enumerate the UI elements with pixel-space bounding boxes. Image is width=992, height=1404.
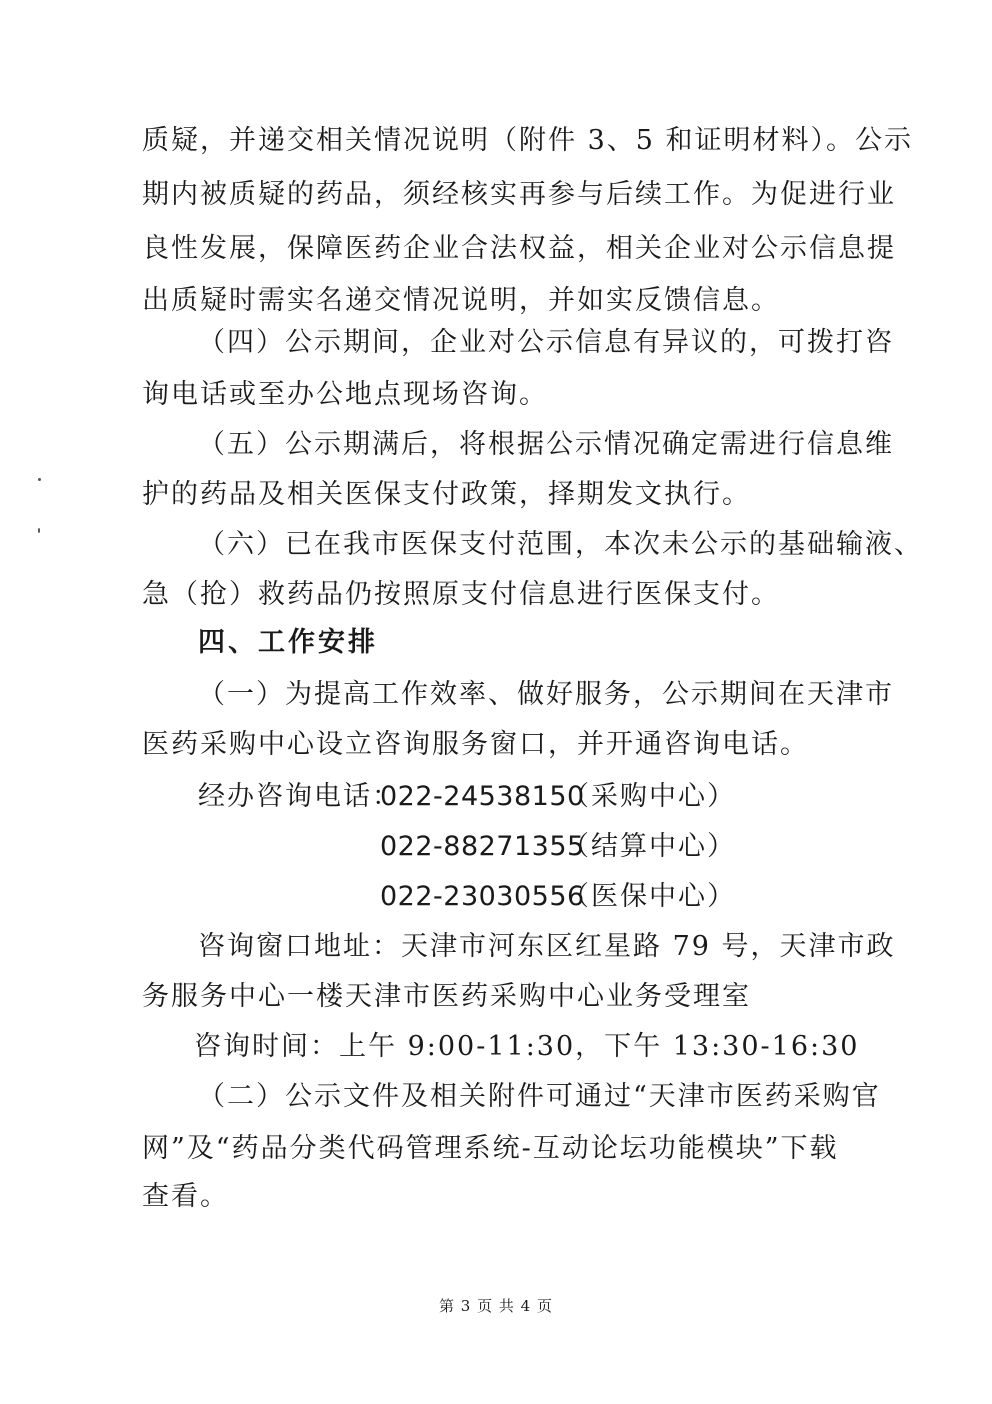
text-line: 质疑，并递交相关情况说明（附件 3、5 和证明材料）。公示 — [142, 125, 914, 156]
text-line: （二）公示文件及相关附件可通过“天津市医药采购官 — [198, 1081, 881, 1112]
text-line: （六）已在我市医保支付范围，本次未公示的基础输液、 — [198, 529, 923, 560]
consult-hours: 咨询时间：上午 9:00-11:30，下午 13:30-16:30 — [194, 1031, 860, 1062]
text-line: 询电话或至办公地点现场咨询。 — [142, 379, 548, 410]
address-line: 务服务中心一楼天津市医药采购中心业务受理室 — [142, 981, 751, 1012]
phone-unit: （医保中心） — [562, 881, 736, 912]
scan-speck — [38, 478, 41, 481]
text-line: 网”及“药品分类代码管理系统-互动论坛功能模块”下载 — [142, 1133, 839, 1164]
phone-unit: （结算中心） — [562, 831, 736, 862]
section-heading: 四、工作安排 — [198, 627, 378, 658]
page-footer: 第 3 页 共 4 页 — [439, 1297, 553, 1315]
phone-number: 022-88271355 — [380, 831, 585, 862]
text-line: （四）公示期间，企业对公示信息有异议的，可拨打咨 — [198, 327, 894, 358]
address-line: 咨询窗口地址：天津市河东区红星路 79 号，天津市政 — [198, 931, 896, 962]
phone-unit: （采购中心） — [562, 781, 736, 812]
text-line: 出质疑时需实名递交情况说明，并如实反馈信息。 — [142, 285, 780, 316]
text-line: （五）公示期满后，将根据公示情况确定需进行信息维 — [198, 429, 894, 460]
text-line: 医药采购中心设立咨询服务窗口，并开通咨询电话。 — [142, 729, 809, 760]
text-line: 护的药品及相关医保支付政策，择期发文执行。 — [142, 479, 751, 510]
text-line: 良性发展，保障医药企业合法权益，相关企业对公示信息提 — [142, 233, 896, 264]
scan-speck — [38, 528, 40, 533]
text-line: 查看。 — [142, 1181, 229, 1212]
text-line: 期内被质疑的药品，须经核实再参与后续工作。为促进行业 — [142, 179, 896, 210]
phone-label: 经办咨询电话： — [198, 781, 401, 812]
text-line: 急（抢）救药品仍按照原支付信息进行医保支付。 — [142, 579, 780, 610]
phone-number: 022-23030556 — [380, 881, 585, 912]
phone-number: 022-24538150 — [380, 781, 585, 812]
text-line: （一）为提高工作效率、做好服务，公示期间在天津市 — [198, 679, 894, 710]
